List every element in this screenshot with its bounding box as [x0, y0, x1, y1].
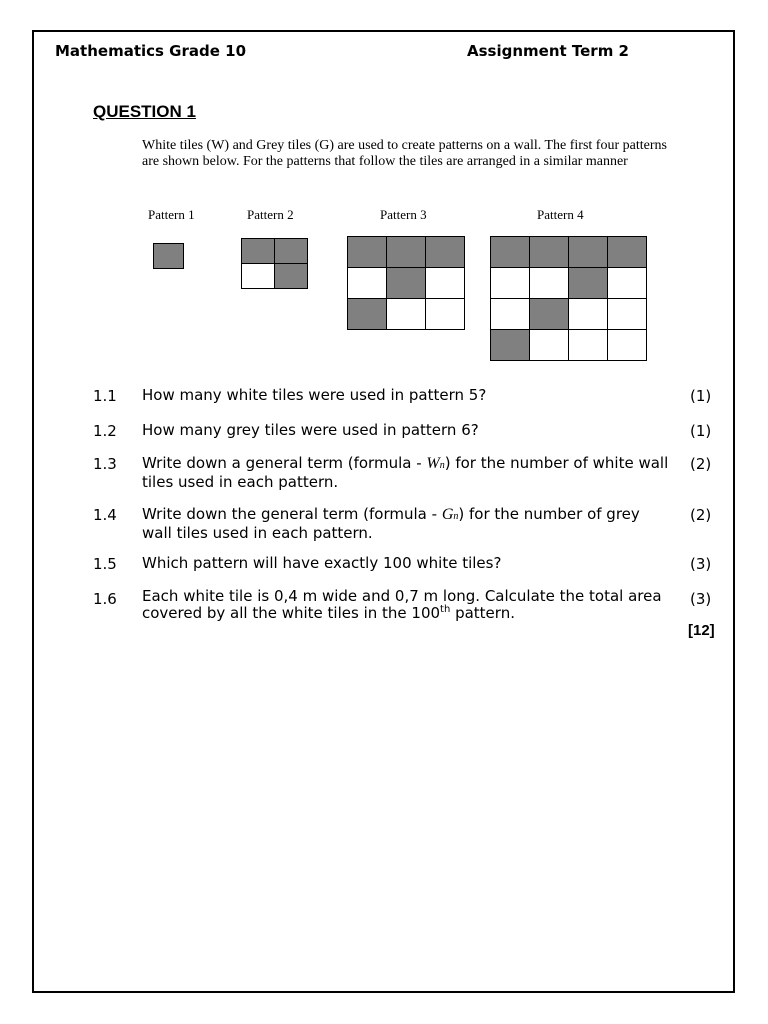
grey-tile: [491, 330, 530, 361]
white-tile: [608, 299, 647, 330]
question-intro: White tiles (W) and Grey tiles (G) are used to create patterns on a wall. The first four patterns are shown below. For the patterns that follow the tiles are arranged in a similar manner: [142, 138, 667, 169]
grey-tile: [426, 237, 465, 268]
white-tile: [530, 330, 569, 361]
formula-subscript: n: [453, 511, 459, 522]
pattern-3-label: Pattern 3: [380, 207, 427, 222]
grey-tile: [275, 239, 308, 264]
grey-tile: [530, 237, 569, 268]
pattern-4-grid: [490, 236, 647, 361]
pattern-2-label: Pattern 2: [247, 207, 294, 222]
question-number: 1.3: [93, 455, 117, 473]
white-tile: [491, 299, 530, 330]
grey-tile: [530, 299, 569, 330]
white-tile: [426, 299, 465, 330]
question-text: [142, 506, 672, 542]
grey-tile: [569, 268, 608, 299]
question-number: 1.1: [93, 387, 117, 405]
question-text: [142, 455, 672, 491]
question-marks: (3): [690, 555, 712, 573]
formula-variable: G: [441, 506, 454, 523]
question-text: Which pattern will have exactly 100 white tiles?: [142, 554, 502, 572]
question-marks: (1): [690, 387, 712, 405]
question-number: 1.6: [93, 590, 117, 608]
white-tile: [491, 268, 530, 299]
question-text: How many grey tiles were used in pattern 6?: [142, 421, 479, 439]
grey-tile: [569, 237, 608, 268]
grey-tile: [154, 244, 184, 269]
pattern-3-grid: [347, 236, 465, 330]
question-title: QUESTION 1: [93, 102, 196, 121]
white-tile: [569, 330, 608, 361]
white-tile: [608, 268, 647, 299]
white-tile: [348, 268, 387, 299]
grey-tile: [608, 237, 647, 268]
white-tile: [569, 299, 608, 330]
grey-tile: [348, 237, 387, 268]
question-marks: (1): [690, 422, 712, 440]
header-assignment: Assignment Term 2: [467, 42, 629, 60]
question-text-part: ) for the number of grey wall tiles used in each pattern.: [142, 505, 640, 542]
total-marks: [12]: [688, 622, 715, 639]
question-number: 1.4: [93, 506, 117, 524]
question-text-part: Each white tile is 0,4 m wide and 0,7 m long. Calculate the total area covered by all the white tiles in the 100: [142, 587, 662, 622]
formula-subscript: n: [439, 460, 445, 471]
grey-tile: [242, 239, 275, 264]
question-text: How many white tiles were used in pattern 5?: [142, 386, 487, 404]
pattern-1-grid: [153, 243, 184, 269]
question-text-part: Write down the general term (formula -: [142, 505, 442, 523]
question-number: 1.5: [93, 555, 117, 573]
pattern-1-label: Pattern 1: [148, 207, 195, 222]
grey-tile: [348, 299, 387, 330]
question-marks: (2): [690, 455, 712, 473]
grey-tile: [275, 264, 308, 289]
grey-tile: [387, 237, 426, 268]
white-tile: [608, 330, 647, 361]
question-number: 1.2: [93, 422, 117, 440]
grey-tile: [387, 268, 426, 299]
superscript: th: [440, 604, 451, 615]
formula-variable: W: [426, 455, 440, 472]
question-text-part: Write down a general term (formula -: [142, 454, 427, 472]
question-text-part: ) for the number of white wall tiles used in each pattern.: [142, 454, 669, 491]
question-text: [142, 588, 672, 622]
white-tile: [426, 268, 465, 299]
grey-tile: [491, 237, 530, 268]
pattern-2-grid: [241, 238, 308, 289]
header-subject: Mathematics Grade 10: [55, 42, 247, 60]
white-tile: [530, 268, 569, 299]
question-text-part: pattern.: [450, 604, 515, 622]
white-tile: [242, 264, 275, 289]
white-tile: [387, 299, 426, 330]
question-marks: (2): [690, 506, 712, 524]
question-marks: (3): [690, 590, 712, 608]
pattern-4-label: Pattern 4: [537, 207, 584, 222]
